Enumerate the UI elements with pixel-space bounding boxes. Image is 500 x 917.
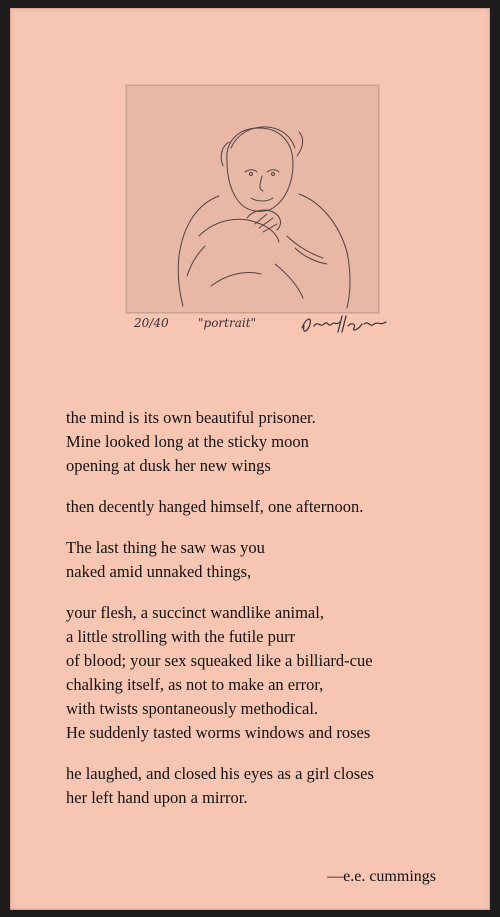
- stanza: [66, 536, 476, 584]
- portrait-sketch: [127, 86, 378, 312]
- poem-attribution: —e.e. cummings: [327, 868, 436, 885]
- poem-line: with twists spontaneously methodical.: [66, 699, 319, 718]
- poem-line: he laughed, and closed his eyes as a girl closes: [66, 764, 374, 783]
- poem-line: The last thing he saw was you: [66, 538, 265, 557]
- stanza: [66, 601, 476, 745]
- poem-line: naked amid unnaked things,: [66, 562, 252, 581]
- edition-number: 20/40: [134, 316, 169, 330]
- poem-line: chalking itself, as not to make an error,: [66, 675, 324, 694]
- poem-line: the mind is its own beautiful prisoner.: [66, 408, 316, 427]
- etching-portrait-image: [126, 85, 379, 313]
- etching-title: "portrait": [198, 316, 257, 330]
- poem-line: your flesh, a succinct wandlike animal,: [66, 603, 324, 622]
- artist-signature: [298, 312, 390, 336]
- poem-line: He suddenly tasted worms windows and roses: [66, 723, 371, 742]
- poem-card: [10, 8, 490, 910]
- poem-line: then decently hanged himself, one afternoon.: [66, 497, 364, 516]
- etching-caption: [128, 308, 388, 336]
- poem-line: opening at dusk her new wings: [66, 456, 271, 475]
- poem-line: Mine looked long at the sticky moon: [66, 432, 309, 451]
- poem-line: of blood; your sex squeaked like a billiard-cue: [66, 651, 373, 670]
- stanza: [66, 406, 476, 478]
- stanza: [66, 495, 476, 519]
- poem-line: her left hand upon a mirror.: [66, 788, 248, 807]
- poem-line: a little strolling with the futile purr: [66, 627, 296, 646]
- stanza: [66, 762, 476, 810]
- poem-body: [66, 406, 476, 827]
